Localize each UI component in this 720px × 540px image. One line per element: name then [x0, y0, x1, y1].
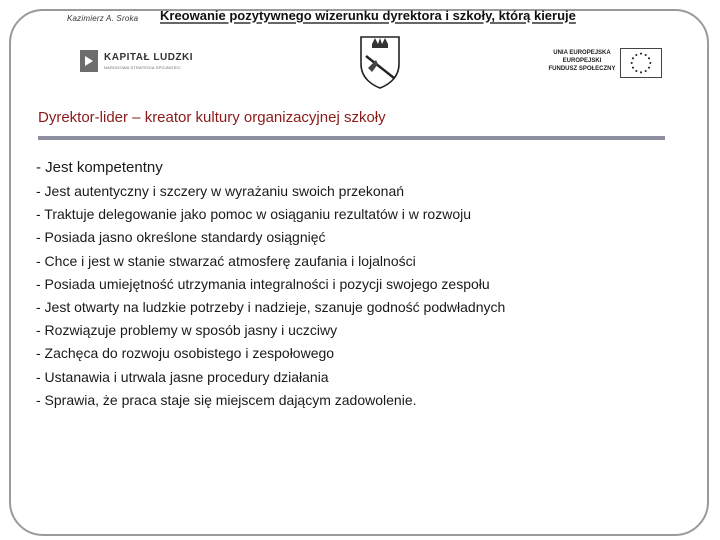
author-label: Kazimierz A. Sroka — [67, 14, 139, 23]
list-item: - Posiada jasno określone standardy osiągnięć — [36, 229, 326, 246]
list-item: - Rozwiązuje problemy w sposób jasny i uczciwy — [36, 322, 338, 339]
kapital-ludzki-logo — [80, 50, 200, 76]
kapital-ludzki-subtitle: NARODOWA STRATEGIA SPÓJNOŚCI — [104, 65, 181, 70]
school-crest-icon — [358, 34, 402, 90]
list-item: - Ustanawia i utrwala jasne procedury działania — [36, 368, 329, 385]
list-item: - Traktuje delegowanie jako pomoc w osiąganiu rezultatów i w rozwoju — [36, 206, 471, 223]
kapital-ludzki-mark-icon — [80, 50, 98, 72]
slide-subtitle: Dyrektor-lider – kreator kultury organizacyjnej szkoły — [38, 109, 386, 126]
page-title: Kreowanie pozytywnego wizerunku dyrektora i szkoły, którą kieruje — [160, 8, 576, 23]
eu-line-1: UNIA EUROPEJSKA — [553, 50, 611, 56]
list-item: - Chce i jest w stanie stwarzać atmosferę zaufania i lojalności — [36, 252, 416, 269]
list-item: - Zachęca do rozwoju osobistego i zespołowego — [36, 345, 335, 362]
eu-line-3: FUNDUSZ SPOŁECZNY — [548, 66, 616, 72]
list-item: - Jest autentyczny i szczery w wyrażaniu swoich przekonań — [36, 183, 405, 199]
list-item: - Sprawia, że praca staje się miejscem dającym zadowolenie. — [36, 391, 417, 408]
list-item: - Jest kompetentny — [36, 159, 163, 176]
bullet-list — [36, 156, 505, 412]
eu-fund-label — [548, 49, 616, 73]
eu-line-2: EUROPEJSKI — [562, 58, 602, 64]
list-item: - Jest otwarty na ludzkie potrzeby i nadzieje, szanuje godność podwładnych — [36, 299, 506, 316]
kapital-ludzki-name: KAPITAŁ LUDZKI — [104, 52, 194, 63]
subtitle-divider — [38, 136, 665, 140]
list-item: - Posiada umiejętność utrzymania integralności i pozycji swojego zespołu — [36, 275, 490, 292]
eu-flag-icon — [620, 48, 662, 78]
